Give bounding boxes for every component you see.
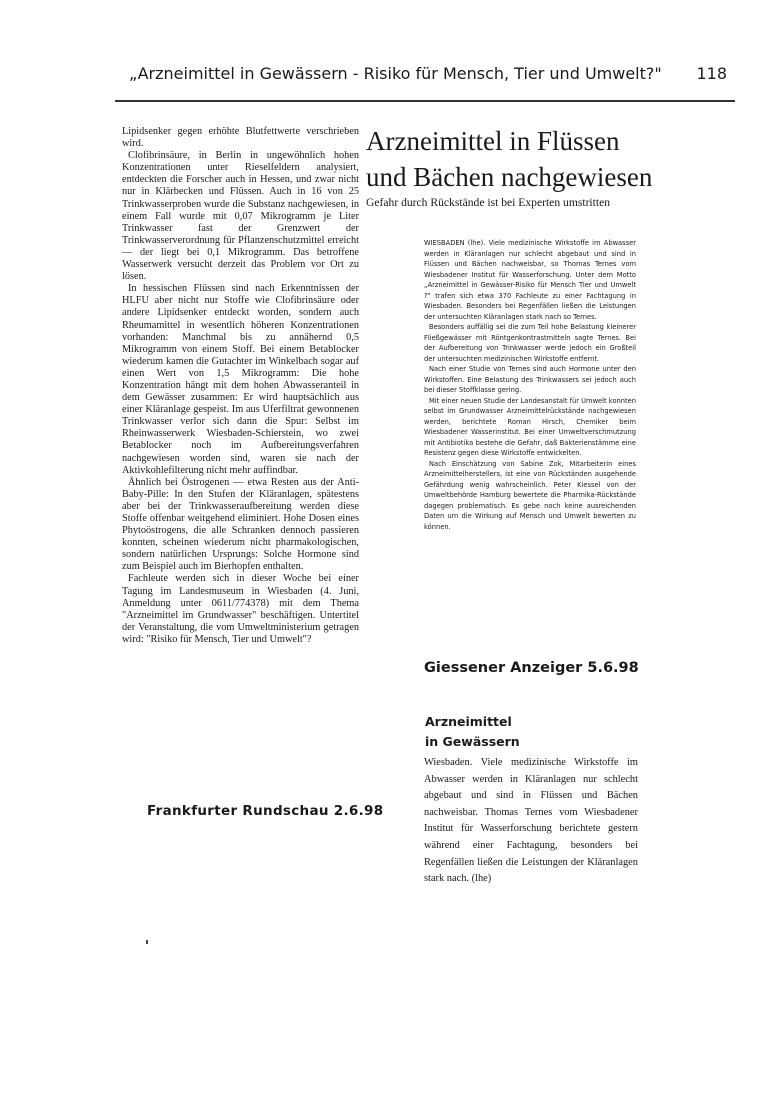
main-paragraph: Nach einer Studie von Ternes sind auch Hormone unter den Wirkstoffen. Eine Belastung des Trinkwassers sei jedoch auch bei dieser Stoffklasse gering. (424, 365, 636, 394)
left-paragraph: In hessischen Flüssen sind nach Erkenntnissen der HLFU aber nicht nur Stoffe wie Clofibrinsäure oder andere Lipidsenker entdeckt worden, sondern auch Rheumamittel in wesentlich höheren Konzentrationen vorhanden: Manchmal bis zu annähernd 0,5 Mikrogramm von einem Stoff. Bei einem Betablocker wiederum kamen die Gutachter im Winkelbach sogar auf einen Wert von 1,5 Mikrogramm: Die hohe Konzentration hängt mit dem hohen Abwasseranteil in dem Gewässer zusammen: Er wird hauptsächlich aus einer Kläranlage gespeist. Im aus Uferfiltrat gewonnenen Trinkwasser verlor sich dann die Spur: Selbst im Rheinwasserwerk Wiesbaden-Schierstein, wo zwei Betablocker noch im Aufbereitungsverfahren nachgewiesen worden sind, waren sie nach der Aktivkohlefilterung nicht mehr auffindbar. (122, 283, 359, 476)
short-article-title (425, 712, 625, 752)
left-article (122, 126, 359, 646)
short-article-body: Wiesbaden. Viele medizinische Wirkstoffe im Abwasser werden in Kläranlagen nur schlecht abgebaut und sind in Flüssen und Bächen nachweisbar. Thomas Ternes vom Wiesbadener Institut für Wasserforschung berichtete gestern während einer Fachtagung, besonders bei Regenfällen ließen die Leistungen der Kläranlagen stark nach. (lhe) (424, 757, 638, 885)
main-paragraph: Mit einer neuen Studie der Landesanstalt für Umwelt konnten selbst im Grundwasser Arzneimittelrückstände nachgewiesen werden, berichtete Roman Hirsch, Chemiker beim Wiesbadener Wasserinstitut. Bei einer Umweltverschmutzung mit Antibiotika bestehe die Gefahr, daß Bakterienstämme eine Resistenz gegen diese Wirkstoffe entwickelten. (424, 396, 636, 457)
source-frankfurter-rundschau: Frankfurter Rundschau 2.6.98 (147, 803, 384, 819)
page-number: 118 (696, 64, 727, 83)
left-paragraph: Clofibrinsäure, in Berlin in ungewöhnlich hohen Konzentrationen unter Rieselfeldern analysiert, entdeckten die Forscher auch in Hessen, und zwar nicht nur in Klärbecken und Flüssen. Auch in 16 von 25 Trinkwasserproben wurde die Substanz nachgewiesen, in einem Fall wurde mit 0,07 Mikrogramm je Liter Trinkwasser fast der Grenzwert der Trinkwasserverordnung für Pflanzenschutzmittel erreicht — der liegt bei 0,1 Mikrogramm. Das betroffene Wasserwerk versucht derzeit das Problem vor Ort zu lösen. (122, 150, 359, 283)
main-headline (366, 123, 726, 195)
headline-line-2: und Bächen nachgewiesen (366, 162, 653, 192)
main-paragraph: Nach Einschätzung von Sabine Zok, Mitarbeiterin eines Arzneimittelherstellers, ist eine von Rückständen ausgehende Gefährdung wenig wahrscheinlich. Peter Kiessel von der Umweltbehörde Hamburg bewertete die Pharmika-Rückstände dagegen problematisch. Es gebe noch keine ausreichenden Daten um die Wirkung auf Mensch und Umwelt bewerten zu können. (424, 459, 636, 531)
main-article-body (424, 238, 636, 532)
header-title: „Arzneimittel in Gewässern - Risiko für Mensch, Tier und Umwelt?" (129, 64, 662, 83)
left-paragraph: Fachleute werden sich in dieser Woche bei einer Tagung im Landesmuseum in Wiesbaden (4. Juni, Anmeldung unter 0611/774378) mit dem Thema "Arzneimittel im Grundwasser" beschäftigen. Untertitel der Veranstaltung, die vom Umweltministerium getragen wird: "Risiko für Mensch, Tier und Umwelt"? (122, 573, 359, 645)
main-paragraph: WIESBADEN (lhe). Viele medizinische Wirkstoffe im Abwasser werden in Kläranlagen nur schlecht abgebaut und sind in Flüssen und Bächen nachweisbar, so Thomas Ternes vom Wiesbadener Institut für Wasserforschung. Unter dem Motto „Arzneimittel in Gewässer-Risiko für Mensch Tier und Umwelt ?" trafen sich etwa 370 Fachleute zu einer Fachtagung in Wiesbaden. Besonders bei Regenfällen ließen die Leistungen der untersuchten Kläranlagen stark nach so Ternes. (424, 239, 636, 321)
scan-speck (146, 940, 148, 944)
page-header (129, 64, 727, 86)
left-paragraph: Ähnlich bei Östrogenen — etwa Resten aus der Anti-Baby-Pille: In den Stufen der Kläranlagen, spätestens aber bei der Trinkwasseraufbereitung werden diese Stoffe offenbar weitgehend eliminiert. Hohe Dosen eines Phytoöstrogens, die alle Schranken dennoch passieren konnten, scheinen wiederum nicht pharmakologischen, sondern natürlichen Ursprungs: Solche Hormone sind zum Beispiel auch im Bierhopfen enthalten. (122, 476, 359, 573)
source-giessener-anzeiger: Giessener Anzeiger 5.6.98 (424, 660, 639, 676)
short-title-line-1: Arzneimittel (425, 714, 512, 729)
header-rule (115, 100, 735, 102)
headline-line-1: Arzneimittel in Flüssen (366, 126, 620, 156)
short-title-line-2: in Gewässern (425, 734, 520, 749)
left-paragraph: Lipidsenker gegen erhöhte Blutfettwerte verschrieben wird. (122, 126, 359, 150)
main-paragraph: Besonders auffällig sei die zum Teil hohe Belastung kleinerer Fließgewässer mit Röntgenkontrastmitteln sagte Ternes. Bei der Aufbereitung von Trinkwasser werde jedoch ein Großteil der untersuchten medizinischen Wirkstoffe entfernt. (424, 323, 636, 363)
main-subheadline: Gefahr durch Rückstände ist bei Experten umstritten (366, 196, 611, 209)
